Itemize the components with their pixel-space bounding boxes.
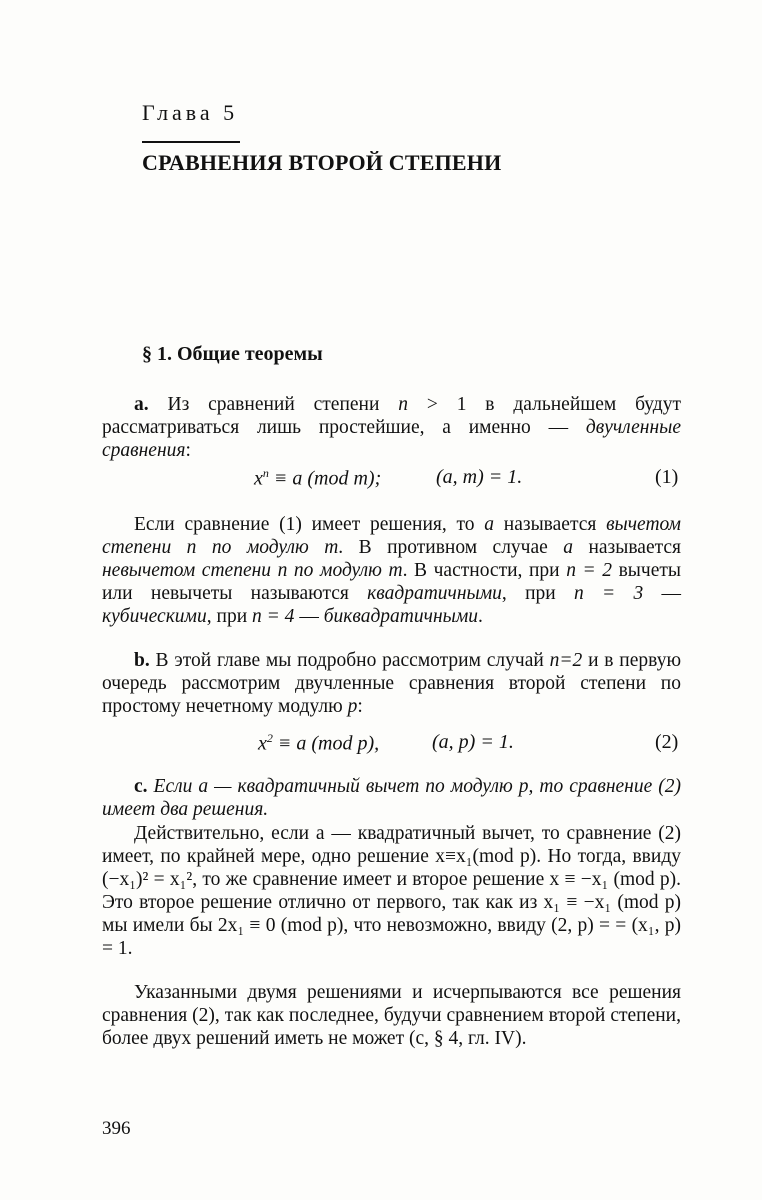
section-title: § 1. Общие теоремы <box>142 343 323 365</box>
paragraph-label: b. <box>134 650 150 671</box>
equation-2-condition: (a, p) = 1. <box>432 731 514 753</box>
paragraph-c <box>102 775 681 821</box>
paragraph-a: a. Из сравнений степени n > 1 в дальнейшем будут рассматриваться лишь простейшие, а именно — двучленные сравнения: <box>102 394 681 461</box>
paragraph-definition: Если сравнение (1) имеет решения, то a называется вычетом степени n по модулю m. В противном случае a называется невычетом степени n по модулю m. В частности, при n = 2 вычеты или невычеты называются квадратичными, при n = 3 — кубическими, при n = 4 — биквадратичными. <box>102 514 681 627</box>
paragraph-label: c. <box>134 776 148 797</box>
equation-1-number: (1) <box>655 466 679 488</box>
term-biquadratic: биквадратичными <box>323 606 479 627</box>
term-nonresidue: невычетом степени n по модулю m <box>102 560 403 581</box>
term-cubic: кубическими <box>102 606 207 627</box>
term-residue: вычетом степени n по модулю m <box>102 514 681 558</box>
page-number: 396 <box>102 1118 131 1139</box>
paragraph-proof-2: Указанными двумя решениями и исчерпываются все решения сравнения (2), так как последнее, будучи сравнением второй степени, более двух решений иметь не может (c, § 4, гл. IV). <box>102 982 681 1049</box>
term-quadratic: квадратичными <box>367 583 502 604</box>
chapter-rule <box>142 141 240 143</box>
paragraph-label: a. <box>134 394 149 415</box>
chapter-label: Глава 5 <box>142 100 239 125</box>
chapter-title: СРАВНЕНИЯ ВТОРОЙ СТЕПЕНИ <box>142 150 502 175</box>
paragraph-proof-1: Действительно, если a — квадратичный вычет, то сравнение (2) имеет, по крайней мере, одно решение x≡x₁(mod p). Но тогда, ввиду (−x₁)² = x₁², то же сравнение имеет и второе решение x ≡ −x₁ (mod p). Это второе решение отлично от первого, так как из x₁ ≡ −x₁ (mod p) мы имели бы 2x₁ ≡ 0 (mod p), что невозможно, ввиду (2, p) = = (x₁, p) = 1. <box>102 823 681 959</box>
equation-2: $x^2 \equiv a$ (mod p), <box>258 731 380 755</box>
paragraph-b: b. В этой главе мы подробно рассмотрим случай n=2 и в первую очередь рассмотрим двучленные сравнения второй степени по простому нечетному модулю p: <box>102 650 682 717</box>
theorem-statement: Если a — квадратичный вычет по модулю p, то сравнение (2) имеет два решения. <box>102 776 682 820</box>
equation-1: $x^n \equiv a$ (mod m); <box>254 466 382 490</box>
equation-2-number: (2) <box>655 731 679 753</box>
equation-1-condition: (a, m) = 1. <box>436 466 523 488</box>
term-binomial: двучленные сравнения <box>102 417 681 461</box>
